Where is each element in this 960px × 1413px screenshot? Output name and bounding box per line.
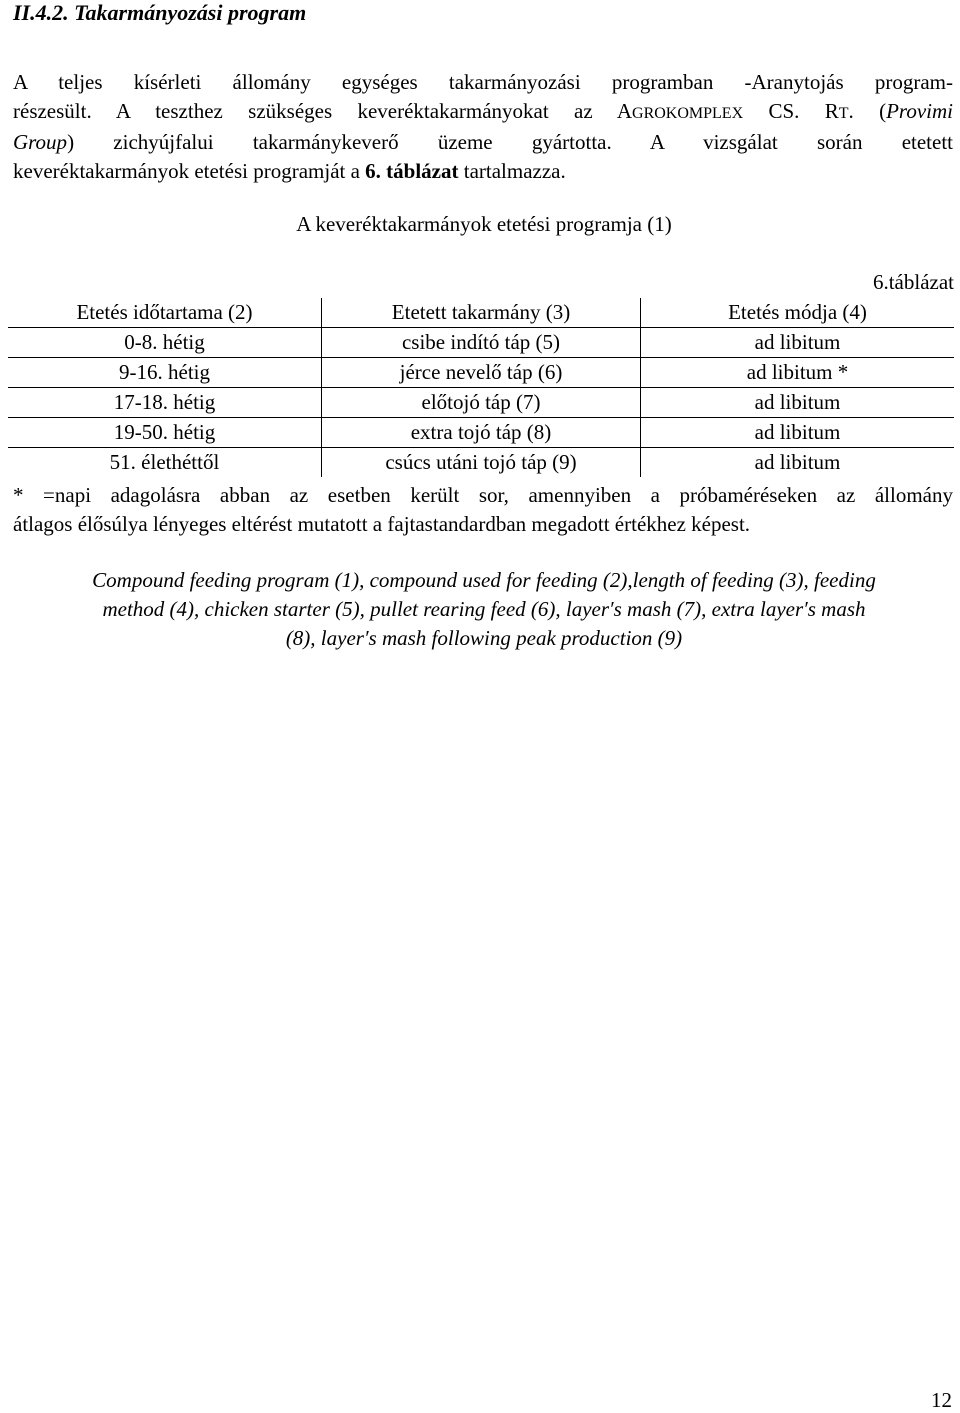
table-cell: jérce nevelő táp (6) [322,358,641,388]
column-header: Etetés időtartama (2) [76,300,253,324]
translation-line: Compound feeding program (1), compound used for feeding (2),length of feeding (3), feeding [92,568,876,592]
table-cell: 51. élethéttől [109,450,220,474]
table-cell: előtojó táp (7) [322,388,641,418]
table-cell: 17-18. hétig [113,390,216,414]
english-translation [0,566,960,653]
footnote-line: átlagos élősúlya lényeges eltérést mutatott a fajtastandardban megadott értékhez képest. [13,512,751,536]
table-cell: csibe indító táp (5) [322,328,641,358]
table-row [8,418,954,448]
intro-line: Group) zichyújfalui takarmánykeverő üzeme gyártotta. A vizsgálat során etetett [13,130,953,154]
table-caption: A keveréktakarmányok etetési programja (1) [296,212,672,236]
table-cell: 19-50. hétig [113,420,216,444]
table-cell: ad libitum [754,450,841,474]
table-number: 6.táblázat [872,270,954,294]
table-cell: ad libitum [754,420,841,444]
intro-line: részesült. A teszthez szükséges keveréktakarmányokat az AGROKOMPLEX CS. RT. (Provimi [13,99,953,123]
intro-line: A teljes kísérleti állomány egységes takarmányozási programban -Aranytojás program- [13,70,953,94]
table-row [8,358,954,388]
table-cell: ad libitum [754,390,841,414]
footnote-line: * =napi adagolásra abban az esetben került sor, amennyiben a próbaméréseken az állomány [13,483,953,507]
table-cell: csúcs utáni tojó táp (9) [322,448,641,478]
intro-line: keveréktakarmányok etetési programját a 6. táblázat tartalmazza. [13,159,566,183]
table-cell: 9-16. hétig [119,360,210,384]
column-header: Etetett takarmány (3) [322,298,641,328]
feeding-program-table [8,298,954,477]
page-number: 12 [931,1388,952,1412]
column-header: Etetés módja (4) [728,300,867,324]
intro-paragraph [13,68,953,186]
table-cell: ad libitum * [746,360,849,384]
table-cell: extra tojó táp (8) [322,418,641,448]
translation-line: (8), layer′s mash following peak production (9) [285,626,683,650]
table-row [8,388,954,418]
table-cell: 0-8. hétig [124,330,205,354]
table-footnote [13,481,953,539]
table-row [8,328,954,358]
section-heading: II.4.2. Takarmányozási program [13,0,307,25]
translation-line: method (4), chicken starter (5), pullet rearing feed (6), layer′s mash (7), extra layer′s mash [102,597,866,621]
table-header-row [8,298,954,328]
table-row [8,448,954,478]
table-cell: ad libitum [754,330,841,354]
